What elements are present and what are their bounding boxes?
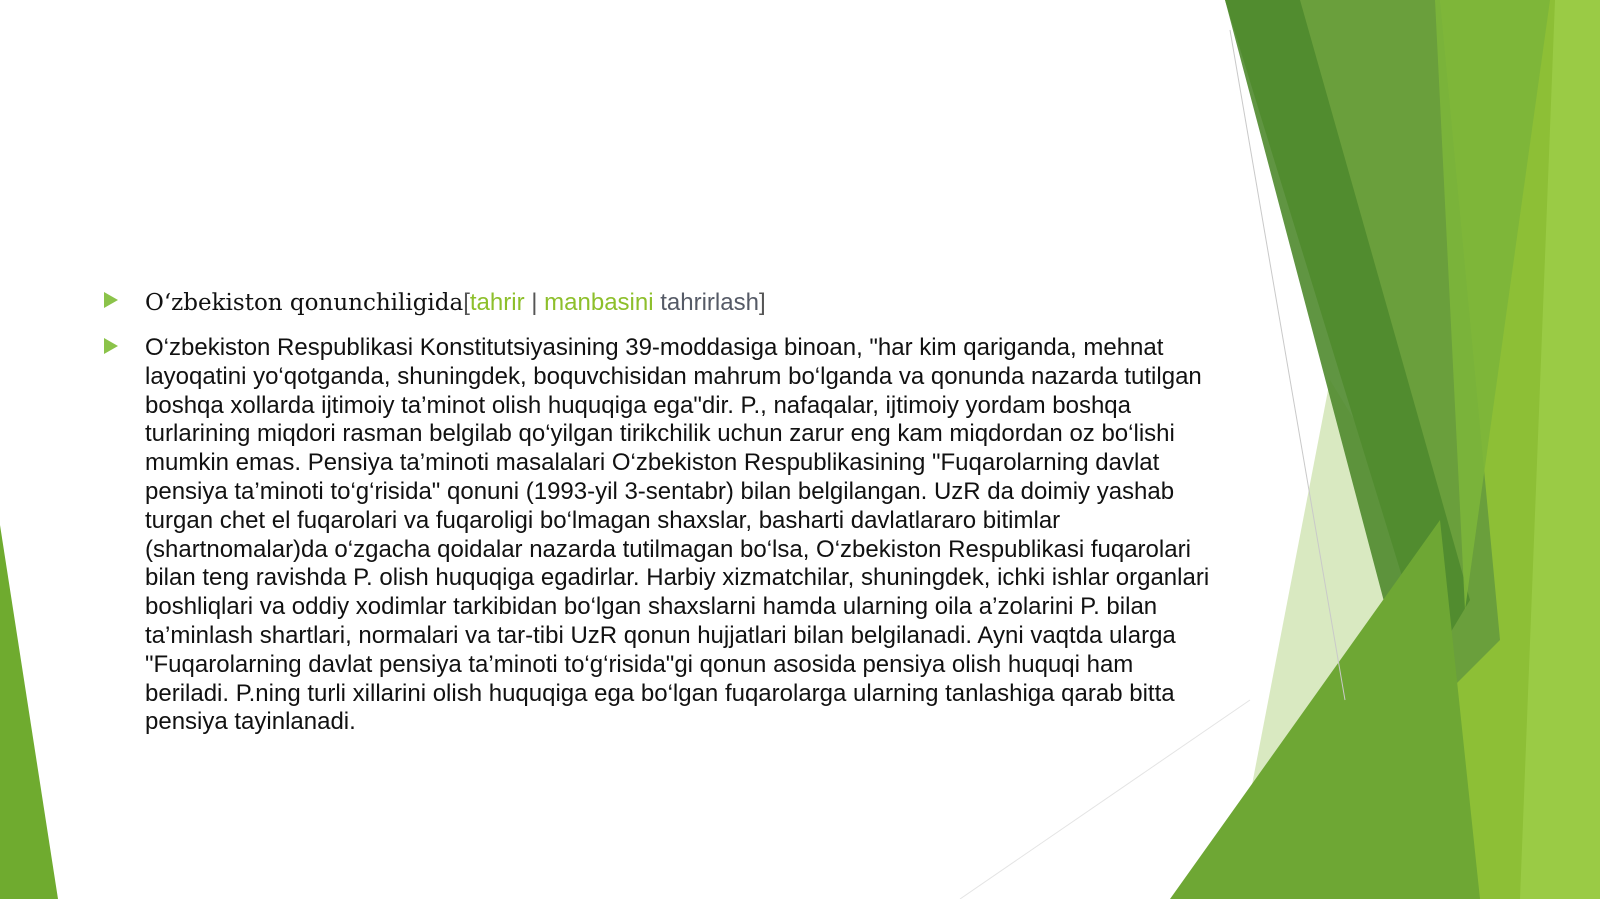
body-paragraph: O‘zbekiston Respublikasi Konstitutsiyasining 39-moddasiga binoan, "har kim qariganda, mehnat layoqatini yo‘qotganda, shuningdek, boquvchisidan mahrum bo‘lganda va qonunda nazarda tutilgan boshqa xollarda ijtimoiy ta’minot olish huquqiga ega"dir. P., nafaqalar, ijtimoiy yordam boshqa turlarining miqdori rasman belgilab qo‘yilgan tirikchilik uchun zarur eng kam miqdordan oz bo‘lishi mumkin emas. Pensiya ta’minoti masalalari O‘zbekiston Respublikasining "Fuqarolarning davlat pensiya ta’minoti to‘g‘risida" qonuni (1993-yil 3-sentabr) bilan belgilangan. UzR da doimiy yashab turgan chet el fuqarolari va fuqaroligi bo‘lmagan shaxslar, basharti davlatlararo bitimlar (shartnomalar)da o‘zgacha qoidalar nazarda tutilmagan bo‘lsa, O‘zbekiston Respublikasi fuqarolari bilan teng ravishda P. olish huquqiga egadirlar. Harbiy xizmatchilar, shuningdek, ichki ishlar organlari boshliqlari va oddiy xodimlar tarkibidan bo‘lgan shaxslarni hamda ularning oila a’zolarini P. bilan ta’minlash shartlari, normalari va tar-tibi UzR qonun hujjatlari bilan belgilanadi. Ayni vaqtda ularga "Fuqarolarning davlat pensiya ta’minoti to‘g‘risida"gi qonun asosida pensiya olish huquqi ham beriladi. P.ning turli xillarini olish huquqiga ega bo‘lgan fuqarolarga ularning tanlashiga qarab bitta pensiya tayinlanadi. [145, 334, 1210, 736]
heading-bullet-row [100, 288, 1210, 318]
paragraph-bullet-row [100, 334, 1210, 737]
heading-title: O‘zbekiston qonunchiligida [145, 290, 464, 316]
edit-source-suffix[interactable]: tahrirlash [653, 289, 759, 316]
edit-source-link[interactable]: manbasini [544, 289, 654, 316]
link-separator: | [524, 289, 545, 316]
triangle-bullet-icon [104, 338, 118, 354]
open-bracket: [ [463, 289, 470, 316]
section-heading [145, 288, 1210, 318]
edit-link[interactable]: tahrir [469, 289, 525, 316]
triangle-bullet-icon [104, 292, 118, 308]
close-bracket: ] [758, 289, 766, 316]
slide-content [100, 288, 1210, 753]
left-green-shape [0, 525, 58, 899]
